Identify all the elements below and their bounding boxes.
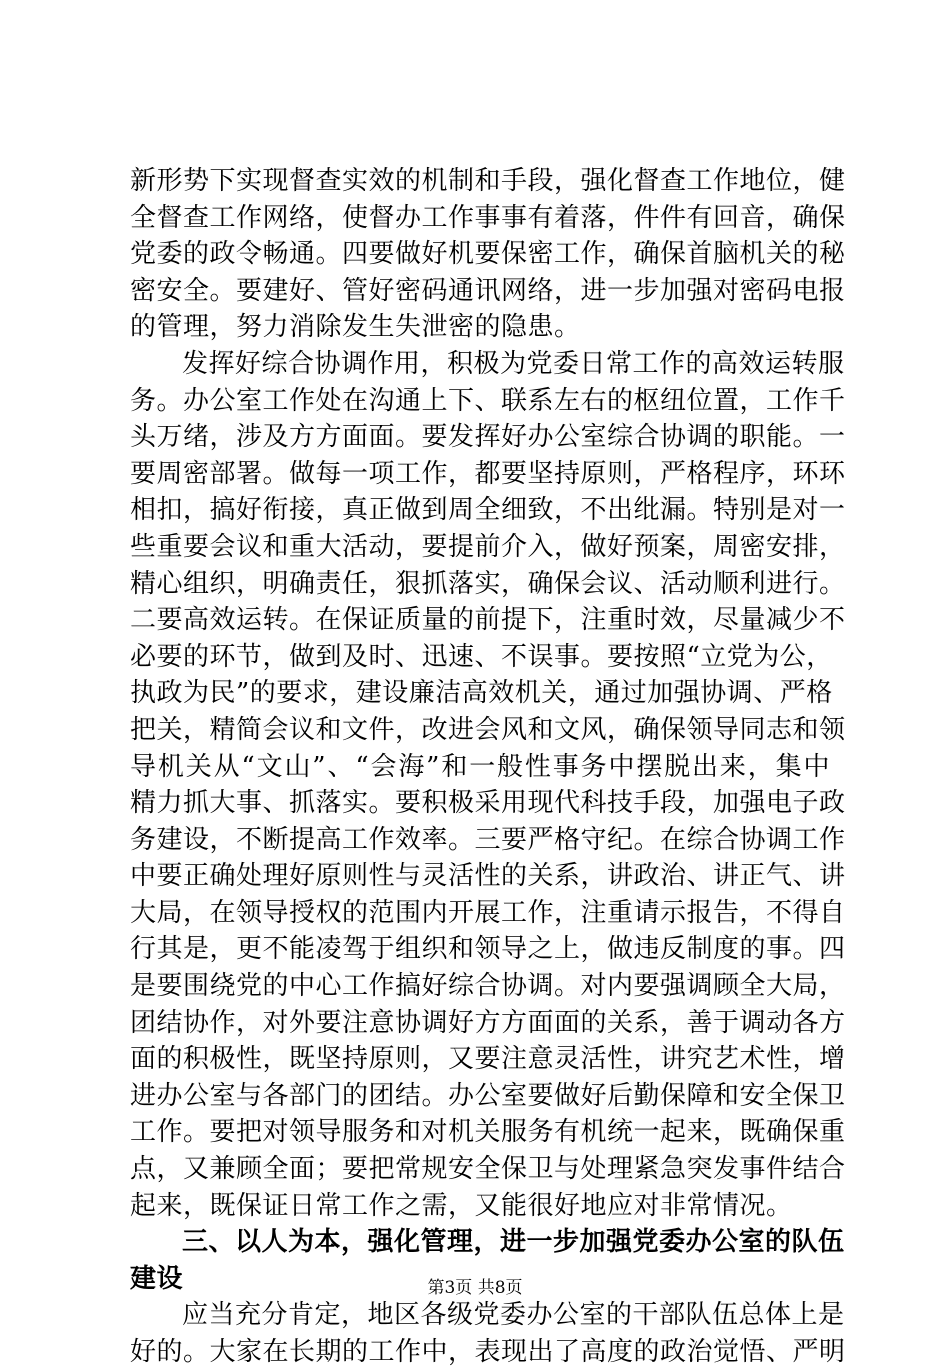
paragraph-line: 务。办公室工作处在沟通上下、联系左右的枢纽位置，工作千	[130, 385, 846, 416]
paragraph-line: 执政为民”的要求，建设廉洁高效机关，通过加强协调、严格	[130, 678, 833, 709]
paragraph-line: 全督查工作网络，使督办工作事事有着落，件件有回音，确保	[130, 202, 846, 233]
body-text	[130, 163, 846, 1371]
paragraph-line: 头万绪，涉及方方面面。要发挥好办公室综合协调的职能。一	[130, 422, 846, 453]
paragraph-line: 把关，精简会议和文件，改进会风和文风，确保领导同志和领	[130, 714, 846, 745]
paragraph-line: 团结协作，对外要注意协调好方方面面的关系，善于调动各方	[130, 1007, 846, 1038]
paragraph-line: 大局，在领导授权的范围内开展工作，注重请示报告，不得自	[130, 897, 846, 928]
paragraph-line: 精力抓大事、抓落实。要积极采用现代科技手段，加强电子政	[130, 788, 846, 819]
paragraph-line: 中要正确处理好原则性与灵活性的关系，讲政治、讲正气、讲	[130, 861, 846, 892]
paragraph-line: 点，又兼顾全面；要把常规安全保卫与处理紧急突发事件结合	[130, 1154, 846, 1185]
paragraph-line: 导机关从“文山”、“会海”和一般性事务中摆脱出来，集中	[130, 751, 830, 782]
paragraph-line: 新形势下实现督查实效的机制和手段，强化督查工作地位，健	[130, 166, 846, 196]
paragraph-line: 好的。大家在长期的工作中，表现出了高度的政治觉悟、严明	[130, 1337, 846, 1367]
paragraph-line: 党委的政令畅通。四要做好机要保密工作，确保首脑机关的秘	[130, 239, 846, 270]
paragraph-line: 二要高效运转。在保证质量的前提下，注重时效，尽量减少不	[130, 605, 846, 636]
paragraph-line: 务建设，不断提高工作效率。三要严格守纪。在综合协调工作	[130, 824, 846, 855]
paragraph-line: 工作。要把对领导服务和对机关服务有机统一起来，既确保重	[130, 1117, 846, 1148]
paragraph-line: 应当充分肯定，地区各级党委办公室的干部队伍总体上是	[182, 1300, 845, 1331]
paragraph-line: 要周密部署。做每一项工作，都要坚持原则，严格程序，环环	[130, 458, 846, 489]
section-heading-line: 三、以人为本，强化管理，进一步加强党委办公室的队伍	[182, 1227, 845, 1258]
paragraph-line: 行其是，更不能凌驾于组织和领导之上，做违反制度的事。四	[130, 934, 846, 965]
paragraph-line: 密安全。要建好、管好密码通讯网络，进一步加强对密码电报	[130, 275, 846, 306]
paragraph-line: 必要的环节，做到及时、迅速、不误事。要按照“立党为公，	[130, 641, 833, 672]
section-heading-line: 建设	[130, 1263, 184, 1294]
paragraph-line: 精心组织，明确责任，狠抓落实，确保会议、活动顺利进行。	[130, 568, 846, 599]
paragraph-line: 面的积极性，既坚持原则，又要注意灵活性，讲究艺术性，增	[130, 1044, 846, 1075]
paragraph-line: 起来，既保证日常工作之需，又能很好地应对非常情况。	[130, 1190, 793, 1221]
page-footer: 第3页 共8页	[427, 1278, 523, 1298]
paragraph-line: 进办公室与各部门的团结。办公室要做好后勤保障和安全保卫	[130, 1080, 846, 1111]
paragraph-line: 些重要会议和重大活动，要提前介入，做好预案，周密安排，	[130, 531, 846, 562]
paragraph-line: 的管理，努力消除发生失泄密的隐患。	[130, 312, 581, 343]
paragraph-line: 是要围绕党的中心工作搞好综合协调。对内要强调顾全大局，	[130, 971, 846, 1002]
paragraph-line: 发挥好综合协调作用，积极为党委日常工作的高效运转服	[182, 348, 845, 379]
paragraph-line: 相扣，搞好衔接，真正做到周全细致，不出纰漏。特别是对一	[130, 495, 846, 526]
